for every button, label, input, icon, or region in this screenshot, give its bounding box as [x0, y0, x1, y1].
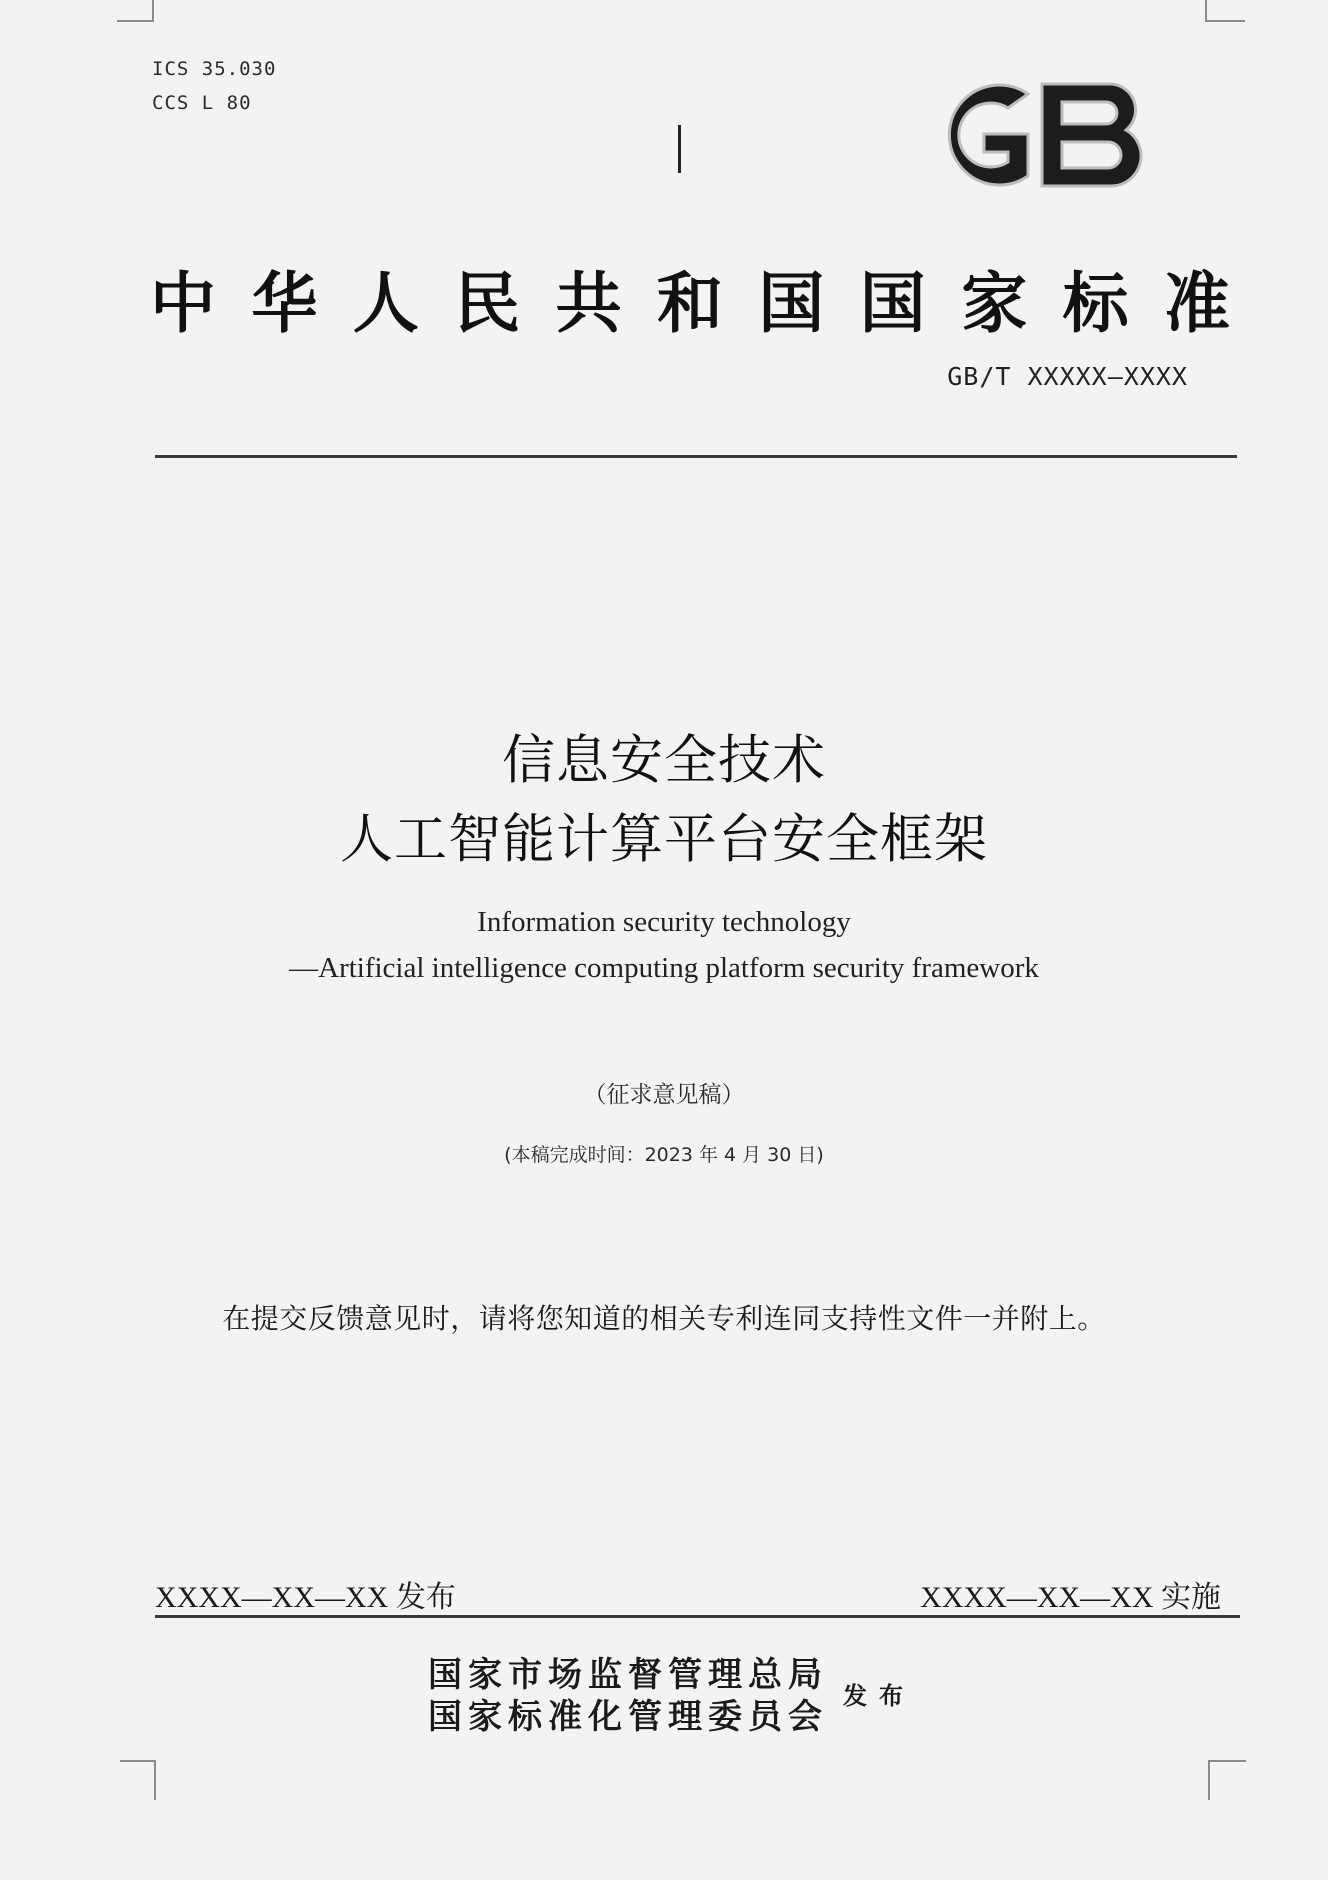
title-en-line1: Information security technology	[477, 906, 851, 938]
issuing-authorities	[428, 1654, 828, 1738]
issuer-sac: 国家标准化管理委员会	[428, 1697, 828, 1737]
title-zh-line2: 人工智能计算平台安全框架	[340, 809, 988, 870]
crop-mark-top-left-v	[152, 0, 154, 22]
country-standard-title: 中华人民共和国国家标准	[150, 264, 1230, 342]
title-en-line2: —Artificial intelligence computing platform security framework	[289, 952, 1039, 984]
ccs-code: CCS L 80	[152, 92, 252, 114]
classification-codes	[152, 52, 276, 120]
bottom-divider	[155, 1615, 1240, 1618]
crop-mark-top-right-v	[1205, 0, 1207, 22]
patent-notice: 在提交反馈意见时，请将您知道的相关专利连同支持性文件一并附上。	[222, 1302, 1106, 1335]
implement-date: XXXX—XX—XX 实施	[920, 1581, 1221, 1614]
ics-code: ICS 35.030	[152, 58, 277, 80]
publish-date: XXXX—XX—XX 发布	[155, 1581, 456, 1614]
crop-mark-top-left-h	[117, 20, 153, 22]
crop-mark-bottom-left-h	[120, 1760, 156, 1762]
draft-status: （征求意见稿）	[583, 1082, 745, 1108]
issuer-samr: 国家市场监督管理总局	[428, 1655, 828, 1695]
completion-date: (本稿完成时间：2023 年 4 月 30 日)	[504, 1144, 824, 1166]
crop-mark-bottom-right-v	[1208, 1760, 1210, 1800]
crop-mark-bottom-right-h	[1208, 1760, 1246, 1762]
top-divider	[155, 455, 1237, 458]
crop-mark-top-right-h	[1205, 20, 1245, 22]
title-zh-line1: 信息安全技术	[502, 730, 826, 791]
center-tick-mark	[678, 125, 681, 173]
standard-number: GB/T XXXXX—XXXX	[947, 362, 1188, 391]
gb-logo-icon	[916, 72, 1152, 202]
crop-mark-bottom-left-v	[154, 1760, 156, 1800]
issue-label: 发布	[843, 1681, 915, 1710]
